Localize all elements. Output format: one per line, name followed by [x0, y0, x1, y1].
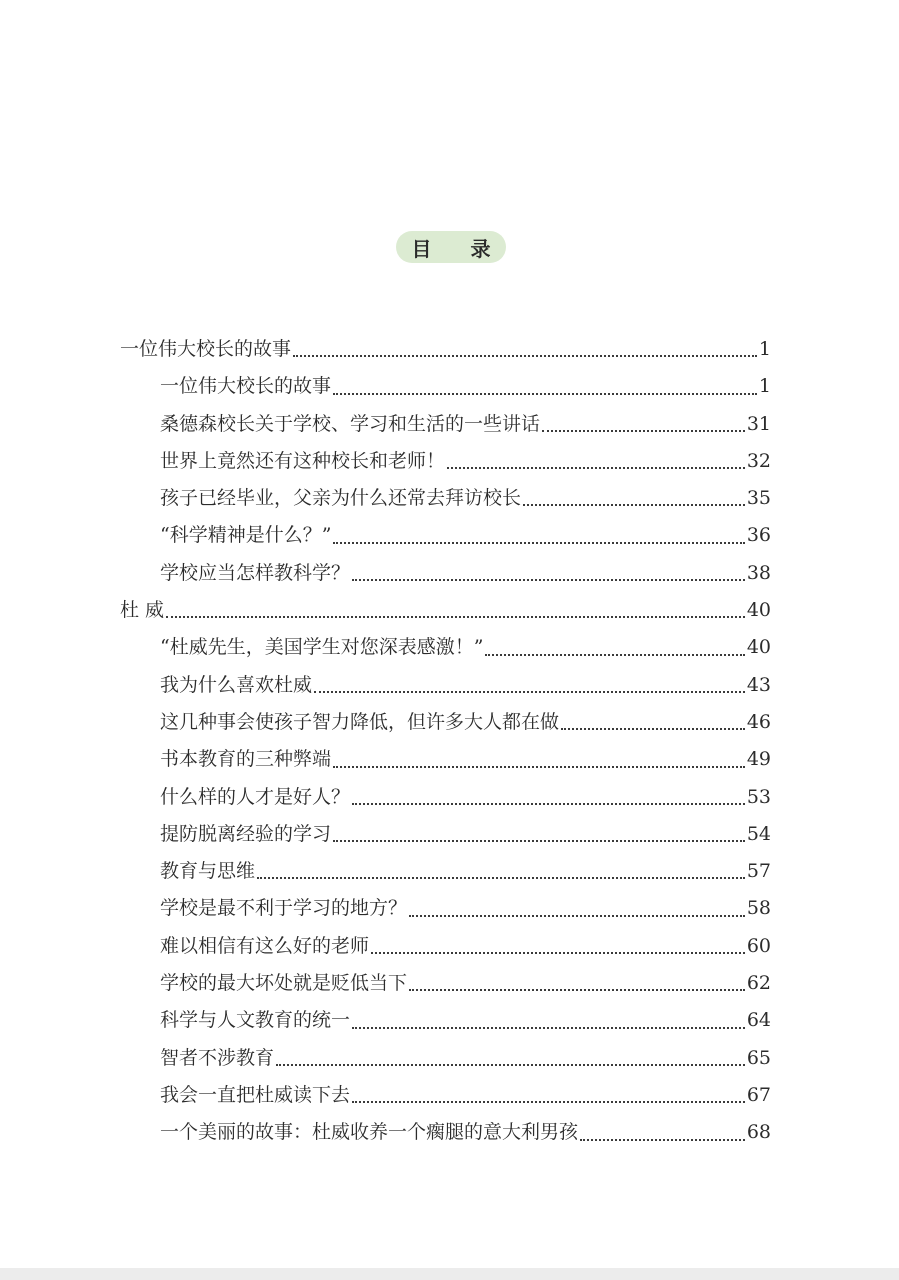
- toc-entry-title: 学校是最不利于学习的地方？: [160, 897, 408, 920]
- toc-entry[interactable]: [120, 779, 771, 816]
- toc-leader-dots: [257, 877, 745, 879]
- toc-entry-page: 60: [746, 934, 771, 957]
- toc-entry-page: 67: [746, 1083, 771, 1106]
- toc-leader-dots: [485, 654, 744, 656]
- toc-entry[interactable]: [120, 965, 771, 1002]
- toc-leader-dots: [333, 393, 757, 395]
- toc-entry-page: 43: [746, 673, 771, 696]
- toc-entry-title: “科学精神是什么？”: [160, 524, 332, 547]
- toc-heading-badge: [396, 231, 506, 263]
- toc-entry[interactable]: [120, 704, 771, 741]
- toc-entry-page: 64: [746, 1009, 771, 1032]
- toc-entry[interactable]: [120, 1114, 771, 1151]
- toc-entry-page: 38: [746, 561, 771, 584]
- page-bottom-edge: [0, 1268, 899, 1280]
- toc-entry-title: 一位伟大校长的故事: [120, 338, 292, 360]
- toc-leader-dots: [333, 840, 745, 842]
- toc-entry-page: 46: [746, 710, 771, 733]
- table-of-contents: [120, 331, 771, 1152]
- toc-entry[interactable]: [120, 517, 771, 554]
- toc-entry[interactable]: [120, 368, 771, 405]
- toc-leader-dots: [352, 803, 745, 805]
- toc-entry[interactable]: [120, 629, 771, 666]
- toc-entry[interactable]: [120, 667, 771, 704]
- toc-entry-title: 科学与人文教育的统一: [160, 1009, 351, 1032]
- toc-entry[interactable]: [120, 480, 771, 517]
- toc-entry-title: 智者不涉教育: [160, 1046, 275, 1069]
- toc-entry-page: 1: [758, 338, 771, 360]
- toc-entry[interactable]: [120, 555, 771, 592]
- toc-entry-title: 孩子已经毕业，父亲为什么还常去拜访校长: [160, 487, 522, 510]
- toc-leader-dots: [293, 355, 757, 357]
- toc-entry-title: 书本教育的三种弊端: [160, 748, 332, 771]
- toc-leader-dots: [276, 1064, 745, 1066]
- toc-entry-title: 我会一直把杜威读下去: [160, 1083, 351, 1106]
- toc-entry[interactable]: [120, 816, 771, 853]
- toc-entry-page: 58: [746, 897, 771, 920]
- toc-entry-title: 一位伟大校长的故事: [160, 375, 332, 398]
- toc-entry-title: 这几种事会使孩子智力降低，但许多大人都在做: [160, 710, 560, 733]
- toc-leader-dots: [352, 1101, 745, 1103]
- toc-entry-title: 桑德森校长关于学校、学习和生活的一些讲话: [160, 412, 541, 435]
- toc-entry-page: 40: [746, 599, 771, 622]
- toc-leader-dots: [352, 579, 745, 581]
- toc-leader-dots: [352, 1027, 745, 1029]
- toc-entry-page: 31: [746, 412, 771, 435]
- toc-entry-title: 教育与思维: [160, 860, 256, 883]
- toc-entry-page: 65: [746, 1046, 771, 1069]
- toc-entry[interactable]: [120, 1040, 771, 1077]
- toc-entry-page: 35: [746, 487, 771, 510]
- toc-entry-title: 什么样的人才是好人？: [160, 785, 351, 808]
- toc-entry-page: 1: [758, 375, 771, 398]
- toc-entry[interactable]: [120, 1077, 771, 1114]
- toc-leader-dots: [580, 1139, 745, 1141]
- toc-entry[interactable]: [120, 741, 771, 778]
- toc-entry[interactable]: [120, 890, 771, 927]
- toc-entry-title: 世界上竟然还有这种校长和老师！: [160, 449, 446, 472]
- toc-entry-page: 54: [746, 822, 771, 845]
- toc-leader-dots: [314, 691, 745, 693]
- toc-entry-title: 杜 威: [120, 599, 165, 622]
- toc-leader-dots: [333, 542, 744, 544]
- toc-entry-title: “杜威先生，美国学生对您深表感激！”: [160, 636, 484, 659]
- toc-entry-page: 49: [746, 748, 771, 771]
- toc-entry[interactable]: [120, 1002, 771, 1039]
- toc-entry-page: 68: [746, 1121, 771, 1144]
- toc-entry-page: 36: [746, 524, 771, 547]
- toc-entry-title: 一个美丽的故事：杜威收养一个瘸腿的意大利男孩: [160, 1121, 579, 1144]
- toc-leader-dots: [371, 952, 745, 954]
- toc-entry-title: 难以相信有这么好的老师: [160, 934, 370, 957]
- toc-leader-dots: [166, 616, 745, 618]
- toc-leader-dots: [447, 467, 745, 469]
- toc-leader-dots: [542, 430, 745, 432]
- toc-entry-page: 62: [746, 972, 771, 995]
- toc-entry-title: 学校应当怎样教科学？: [160, 561, 351, 584]
- toc-leader-dots: [561, 728, 745, 730]
- toc-leader-dots: [409, 915, 745, 917]
- toc-entry[interactable]: [120, 592, 771, 629]
- toc-entry-page: 53: [746, 785, 771, 808]
- toc-entry[interactable]: [120, 443, 771, 480]
- toc-entry[interactable]: [120, 853, 771, 890]
- toc-heading: 目 录: [411, 236, 507, 261]
- toc-entry-title: 我为什么喜欢杜威: [160, 673, 313, 696]
- toc-entry-page: 40: [746, 636, 771, 659]
- toc-leader-dots: [333, 766, 745, 768]
- toc-entry-title: 学校的最大坏处就是贬低当下: [160, 972, 408, 995]
- toc-leader-dots: [409, 989, 745, 991]
- toc-entry-title: 提防脱离经验的学习: [160, 822, 332, 845]
- toc-entry[interactable]: [120, 331, 771, 368]
- toc-entry[interactable]: [120, 406, 771, 443]
- toc-leader-dots: [523, 504, 745, 506]
- toc-entry-page: 32: [746, 449, 771, 472]
- toc-entry-page: 57: [746, 860, 771, 883]
- toc-entry[interactable]: [120, 928, 771, 965]
